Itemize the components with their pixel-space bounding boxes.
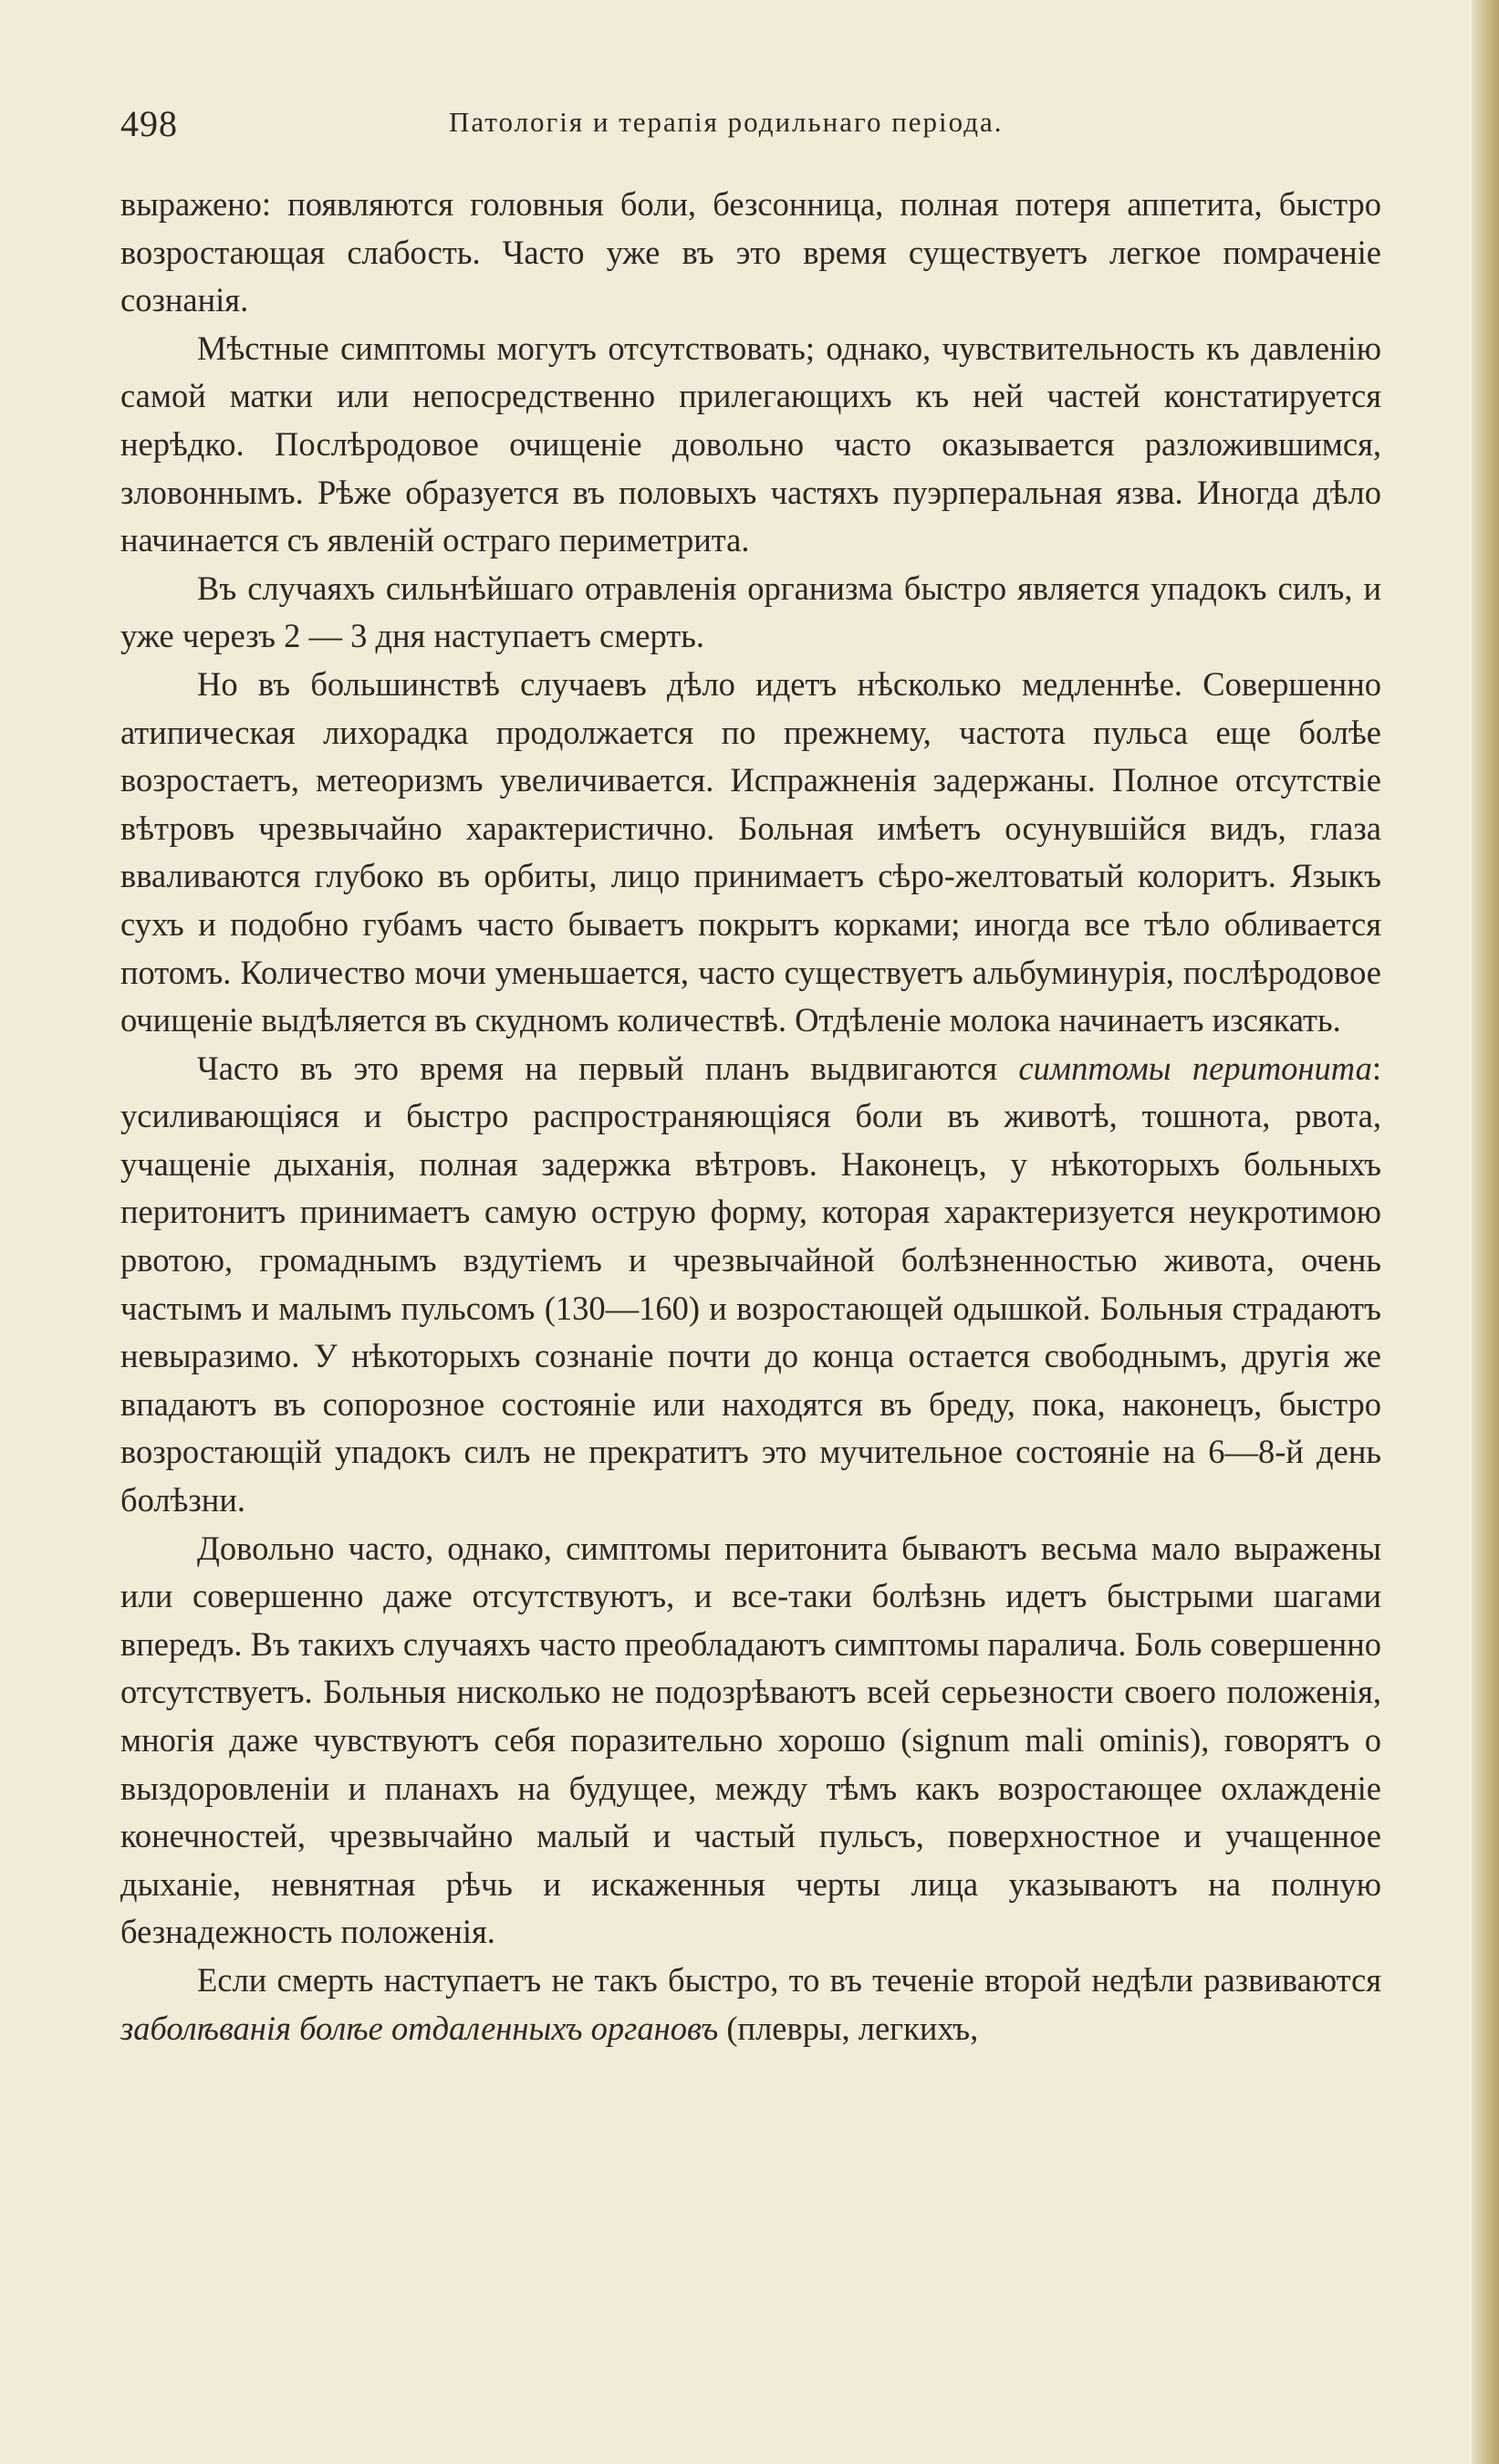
paragraph-3 [120,565,1381,661]
paragraph-6 [120,1525,1381,1957]
body-text [120,181,1381,2052]
paragraph-text: (плевры, легкихъ, [718,2009,979,2047]
paragraph-text: : усиливающіяся и быстро распространяющіяся боли въ животѣ, тошнота, рвота, учащеніе дыханія, полная задержка вѣтровъ. Наконецъ, у нѣкоторыхъ больныхъ перитонитъ принимаетъ самую острую форму, которая характеризуется неукротимою рвотою, громаднымъ вздутіемъ и чрезвычайной болѣзненностью живота, очень частымъ и малымъ пульсомъ (130—160) и возростающей одышкой. Больныя страдаютъ невыразимо. У нѣкоторыхъ сознаніе почти до конца остается свободнымъ, другія же впадаютъ въ сопорозное состояніе или находятся въ бреду, пока, наконецъ, быстро возростающій упадокъ силъ не прекратитъ это мучительное состояніе на 6—8-й день болѣзни. [120,1049,1381,1519]
paragraph-2 [120,325,1381,565]
italic-term: заболѣванія болѣе отдаленныхъ органовъ [120,2009,719,2047]
paragraph-5 [120,1045,1381,1525]
paragraph-text: выражено: появляются головныя боли, безсонница, полная потеря аппетита, быстро возростающая слабость. Часто уже въ это время существуетъ легкое помраченіе сознанія. [120,185,1381,319]
page-number: 498 [120,103,178,144]
paragraph-1 [120,181,1381,325]
paragraph-text: Если смерть наступаетъ не такъ быстро, то въ теченіе второй недѣли развиваются [197,1960,1381,1999]
paragraph-text: Но въ большинствѣ случаевъ дѣло идетъ нѣсколько медленнѣе. Совершенно атипическая лихорадка продолжается по прежнему, частота пульса еще болѣе возростаетъ, метеоризмъ увеличивается. Испражненія задержаны. Полное отсутствіе вѣтровъ чрезвычайно характеристично. Больная имѣетъ осунувшійся видъ, глаза вваливаются глубоко въ орбиты, лицо принимаетъ сѣро-желтоватый колоритъ. Языкъ сухъ и подобно губамъ часто бываетъ покрытъ корками; иногда все тѣло обливается потомъ. Количество мочи уменьшается, часто существуетъ альбуминурія, послѣродовое очищеніе выдѣляется въ скудномъ количествѣ. Отдѣленіе молока начинаетъ изсякать. [120,664,1381,1039]
paragraph-text: Довольно часто, однако, симптомы перитонита бываютъ весьма мало выражены или совершенно даже отсутствуютъ, и все-таки болѣзнь идетъ быстрыми шагами впередъ. Въ такихъ случаяхъ часто преобладаютъ симптомы паралича. Боль совершенно отсутствуетъ. Больныя нисколько не подозрѣваютъ всей серьезности своего положенія, многія даже чувствуютъ себя поразительно хорошо (signum mali ominis), говорятъ о выздоровленіи и планахъ на будущее, между тѣмъ какъ возростающее охлажденіе конечностей, чрезвычайно малый и частый пульсъ, поверхностное и учащенное дыханіе, невнятная рѣчь и искаженныя черты лица указываютъ на полную безнадежность положенія. [120,1529,1381,1951]
paragraph-7 [120,1957,1381,2052]
paragraph-text: Мѣстные симптомы могутъ отсутствовать; однако, чувствительность къ давленію самой матки или непосредственно прилегающихъ къ ней частей констатируется нерѣдко. Послѣродовое очищеніе довольно часто оказывается разложившимся, зловоннымъ. Рѣже образуется въ половыхъ частяхъ пуэрперальная язва. Иногда дѣло начинается съ явленій остраго периметрита. [120,329,1381,559]
italic-term: симптомы перитонита [1018,1049,1372,1087]
paragraph-text: Часто въ это время на первый планъ выдвигаются [197,1049,1019,1087]
paragraph-text: Въ случаяхъ сильнѣйшаго отравленія организма быстро является упадокъ силъ, и уже черезъ 2 — 3 дня наступаетъ смерть. [120,569,1381,655]
page-edge [1472,0,1499,2464]
running-title: Патологія и терапія родильнаго періода. [449,106,1004,138]
paragraph-4 [120,661,1381,1045]
page-header [120,102,1379,148]
